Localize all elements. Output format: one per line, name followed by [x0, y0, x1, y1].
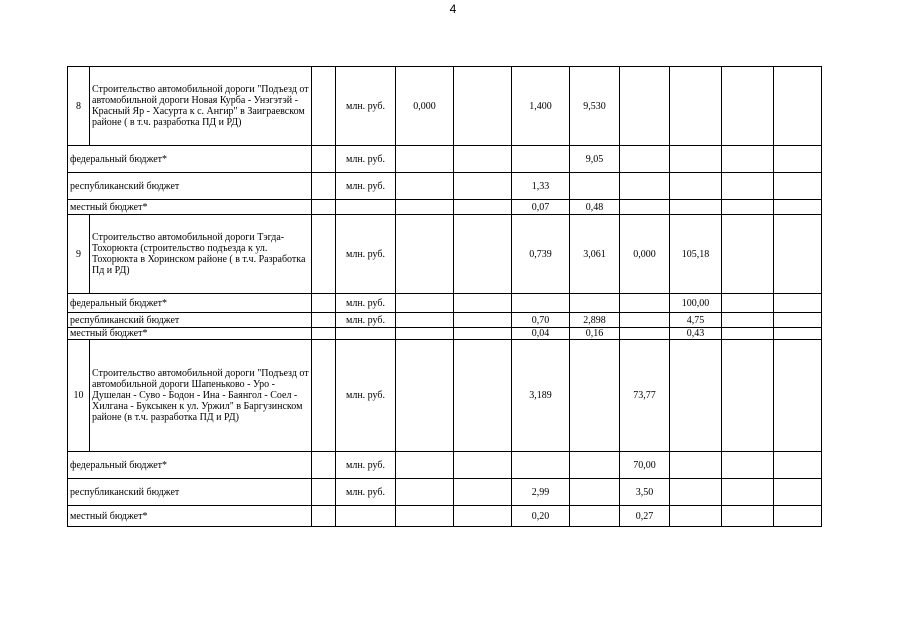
- value-cell: [454, 146, 512, 173]
- unit-cell: млн. руб.: [336, 452, 396, 479]
- value-cell: 1,400: [512, 67, 570, 146]
- budget-subrow: [68, 479, 870, 506]
- budget-label: федеральный бюджет*: [68, 294, 312, 313]
- value-cell: [670, 452, 722, 479]
- project-row: [68, 340, 870, 452]
- value-cell: [570, 452, 620, 479]
- value-cell: [722, 452, 774, 479]
- value-cell: [774, 340, 822, 452]
- value-cell: [396, 452, 454, 479]
- unit-cell: млн. руб.: [336, 67, 396, 146]
- unit-cell: [336, 328, 396, 340]
- budget-subrow: [68, 506, 870, 527]
- value-cell: [454, 215, 512, 294]
- value-cell: [774, 215, 822, 294]
- value-cell: 0,20: [512, 506, 570, 527]
- project-title: Строительство автомобильной дороги "Подъезд от автомобильной дороги Шапеньково - Уро - Душелан - Суво - Бодон - Ина - Баянгол - Соел - Хилгана - Буксыкен к ул. Уржил" в Баргузинском районе (в т.ч. разработка ПД и РД): [90, 340, 312, 452]
- value-cell: 0,07: [512, 200, 570, 215]
- value-cell: [454, 200, 512, 215]
- value-cell: [774, 506, 822, 527]
- value-cell: [454, 313, 512, 328]
- value-cell: [454, 479, 512, 506]
- budget-label: местный бюджет*: [68, 200, 312, 215]
- empty-cell: [312, 200, 336, 215]
- value-cell: 1,33: [512, 173, 570, 200]
- value-cell: [512, 452, 570, 479]
- budget-label: федеральный бюджет*: [68, 146, 312, 173]
- value-cell: [570, 340, 620, 452]
- value-cell: [620, 173, 670, 200]
- empty-cell: [312, 452, 336, 479]
- value-cell: [722, 215, 774, 294]
- value-cell: 0,000: [396, 67, 454, 146]
- value-cell: [454, 452, 512, 479]
- value-cell: [722, 479, 774, 506]
- project-row: [68, 67, 870, 146]
- budget-label: местный бюджет*: [68, 328, 312, 340]
- budget-subrow: [68, 313, 870, 328]
- value-cell: [722, 313, 774, 328]
- value-cell: 0,27: [620, 506, 670, 527]
- value-cell: [774, 328, 822, 340]
- value-cell: 3,189: [512, 340, 570, 452]
- unit-cell: млн. руб.: [336, 479, 396, 506]
- row-number: 9: [68, 215, 90, 294]
- unit-cell: [336, 200, 396, 215]
- value-cell: 2,99: [512, 479, 570, 506]
- budget-label: республиканский бюджет: [68, 173, 312, 200]
- value-cell: [512, 146, 570, 173]
- value-cell: [722, 328, 774, 340]
- value-cell: [670, 67, 722, 146]
- empty-cell: [312, 215, 336, 294]
- budget-label: республиканский бюджет: [68, 313, 312, 328]
- table-body: [68, 67, 870, 527]
- empty-cell: [312, 328, 336, 340]
- value-cell: 3,50: [620, 479, 670, 506]
- value-cell: 0,04: [512, 328, 570, 340]
- budget-subrow: [68, 452, 870, 479]
- empty-cell: [312, 340, 336, 452]
- value-cell: [620, 67, 670, 146]
- value-cell: [670, 506, 722, 527]
- project-title: Строительство автомобильной дороги "Подъезд от автомобильной дороги Новая Курба - Унэгэтэй - Красный Яр - Хасурта к с. Ангир" в Заиграевском районе ( в т.ч. разработка ПД и РД): [90, 67, 312, 146]
- unit-cell: [336, 506, 396, 527]
- value-cell: [570, 479, 620, 506]
- value-cell: [774, 173, 822, 200]
- unit-cell: млн. руб.: [336, 215, 396, 294]
- value-cell: [620, 313, 670, 328]
- value-cell: [774, 479, 822, 506]
- budget-subrow: [68, 294, 870, 313]
- value-cell: [722, 146, 774, 173]
- value-cell: [670, 479, 722, 506]
- empty-cell: [312, 506, 336, 527]
- empty-cell: [312, 173, 336, 200]
- value-cell: 105,18: [670, 215, 722, 294]
- budget-label: федеральный бюджет*: [68, 452, 312, 479]
- project-row: [68, 215, 870, 294]
- project-title: Строительство автомобильной дороги Тэгда-Тохорюкта (строительство подъезда к ул. Тохорюкта в Хоринском районе ( в т.ч. Разработка Пд и РД): [90, 215, 312, 294]
- value-cell: [670, 340, 722, 452]
- value-cell: [396, 173, 454, 200]
- row-number: 10: [68, 340, 90, 452]
- value-cell: [774, 452, 822, 479]
- value-cell: 70,00: [620, 452, 670, 479]
- budget-subrow: [68, 200, 870, 215]
- value-cell: [396, 313, 454, 328]
- value-cell: [454, 294, 512, 313]
- budget-label: республиканский бюджет: [68, 479, 312, 506]
- value-cell: 9,530: [570, 67, 620, 146]
- value-cell: [454, 328, 512, 340]
- value-cell: [454, 173, 512, 200]
- empty-cell: [312, 313, 336, 328]
- value-cell: [570, 506, 620, 527]
- value-cell: 0,43: [670, 328, 722, 340]
- value-cell: [396, 328, 454, 340]
- value-cell: [722, 200, 774, 215]
- value-cell: [670, 200, 722, 215]
- budget-subrow: [68, 173, 870, 200]
- budget-subrow: [68, 146, 870, 173]
- value-cell: [722, 173, 774, 200]
- value-cell: 3,061: [570, 215, 620, 294]
- value-cell: 9,05: [570, 146, 620, 173]
- unit-cell: млн. руб.: [336, 146, 396, 173]
- value-cell: [670, 173, 722, 200]
- value-cell: [570, 173, 620, 200]
- value-cell: 0,739: [512, 215, 570, 294]
- value-cell: [454, 67, 512, 146]
- value-cell: [396, 215, 454, 294]
- value-cell: [620, 200, 670, 215]
- value-cell: 2,898: [570, 313, 620, 328]
- value-cell: [774, 200, 822, 215]
- unit-cell: млн. руб.: [336, 340, 396, 452]
- value-cell: [670, 146, 722, 173]
- value-cell: [722, 340, 774, 452]
- value-cell: [774, 146, 822, 173]
- value-cell: [774, 67, 822, 146]
- value-cell: [620, 328, 670, 340]
- budget-table: [67, 66, 870, 527]
- budget-label: местный бюджет*: [68, 506, 312, 527]
- value-cell: [774, 313, 822, 328]
- value-cell: [396, 340, 454, 452]
- value-cell: [620, 294, 670, 313]
- unit-cell: млн. руб.: [336, 173, 396, 200]
- value-cell: 0,48: [570, 200, 620, 215]
- value-cell: [396, 200, 454, 215]
- value-cell: 0,000: [620, 215, 670, 294]
- budget-subrow: [68, 328, 870, 340]
- value-cell: [722, 506, 774, 527]
- value-cell: [454, 340, 512, 452]
- empty-cell: [312, 479, 336, 506]
- value-cell: 0,16: [570, 328, 620, 340]
- empty-cell: [312, 146, 336, 173]
- unit-cell: млн. руб.: [336, 313, 396, 328]
- page-number: 4: [449, 2, 457, 16]
- value-cell: 0,70: [512, 313, 570, 328]
- value-cell: [454, 506, 512, 527]
- value-cell: [396, 506, 454, 527]
- value-cell: [722, 294, 774, 313]
- unit-cell: млн. руб.: [336, 294, 396, 313]
- value-cell: [396, 479, 454, 506]
- value-cell: [722, 67, 774, 146]
- value-cell: [396, 294, 454, 313]
- value-cell: [512, 294, 570, 313]
- value-cell: [774, 294, 822, 313]
- value-cell: [570, 294, 620, 313]
- value-cell: 100,00: [670, 294, 722, 313]
- row-number: 8: [68, 67, 90, 146]
- value-cell: [620, 146, 670, 173]
- value-cell: 4,75: [670, 313, 722, 328]
- value-cell: 73,77: [620, 340, 670, 452]
- empty-cell: [312, 67, 336, 146]
- empty-cell: [312, 294, 336, 313]
- value-cell: [396, 146, 454, 173]
